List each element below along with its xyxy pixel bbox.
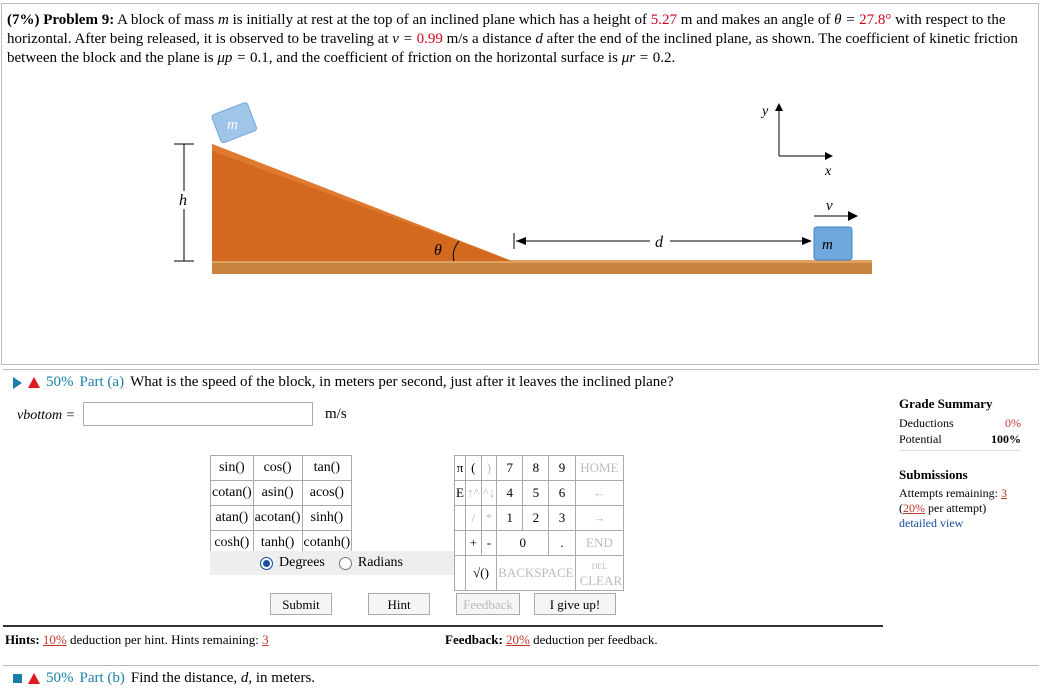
function-keys (210, 455, 352, 556)
key-acos[interactable]: acos() (302, 481, 352, 506)
key-acotan[interactable]: acotan() (253, 506, 302, 531)
key-pi[interactable]: π (455, 456, 466, 481)
key-6[interactable]: 6 (549, 481, 575, 506)
problem-text-3: and makes an angle of (696, 12, 831, 28)
hints-label: Hints: (5, 632, 40, 647)
key-backspace[interactable]: BACKSPACE (497, 556, 575, 591)
deductions-value: 0% (1005, 416, 1021, 430)
key-open-paren[interactable]: ( (465, 456, 481, 481)
key-right-arrow[interactable]: → (575, 506, 624, 531)
problem-statement (7, 11, 1037, 68)
key-sinh[interactable]: sinh() (302, 506, 352, 531)
velocity-label: v (826, 198, 833, 214)
key-slash[interactable]: / (465, 506, 481, 531)
deductions-label: Deductions (899, 416, 954, 430)
part-a-question: What is the speed of the block, in meters per second, just after it leaves the inclined plane? (130, 374, 674, 390)
hints-remaining: 3 (262, 632, 269, 647)
attempts-label: Attempts remaining: (899, 486, 998, 500)
theta-symbol: θ = (834, 12, 856, 28)
key-e[interactable]: E (455, 481, 466, 506)
key-end[interactable]: END (575, 531, 624, 556)
height-value: 5.27 (650, 12, 678, 28)
degrees-label: Degrees (279, 555, 325, 570)
attempts-info: Attempts remaining: 3 (20% per attempt) detailed view (899, 486, 1007, 530)
top-block-label: m (227, 117, 238, 133)
key-down[interactable]: ^↓ (481, 481, 497, 506)
d-label: d (655, 234, 663, 251)
key-9[interactable]: 9 (549, 456, 575, 481)
problem-panel (1, 3, 1039, 365)
speed-value: 0.99 (416, 31, 443, 47)
distance-symbol: d (535, 31, 543, 47)
key-cos[interactable]: cos() (253, 456, 302, 481)
grade-summary (899, 396, 1021, 531)
theta-label: θ (434, 242, 442, 259)
problem-text-1: A block of mass (117, 12, 215, 28)
answer-label: vbottom = (17, 408, 76, 423)
expand-triangle-icon[interactable] (13, 377, 22, 389)
x-axis-arrow (825, 152, 833, 160)
key-tan[interactable]: tan() (302, 456, 352, 481)
feedback-info (445, 632, 658, 648)
mu-r-symbol: μr = (621, 50, 649, 66)
part-b-percent: 50% (46, 670, 74, 686)
x-axis-label: x (825, 164, 832, 179)
height-unit: m (680, 12, 693, 28)
key-home[interactable]: HOME (575, 456, 624, 481)
key-1[interactable]: 1 (497, 506, 523, 531)
give-up-button[interactable]: I give up! (534, 593, 616, 615)
hints-text: deduction per hint. Hints remaining: (70, 632, 259, 647)
angle-value: 27.8° (859, 12, 892, 28)
potential-value: 100% (991, 432, 1021, 446)
hint-button[interactable]: Hint (368, 593, 430, 615)
answer-unit: m/s (325, 406, 347, 422)
key-sin[interactable]: sin() (211, 456, 254, 481)
grade-title: Grade Summary (899, 396, 993, 411)
angle-mode-row (210, 551, 454, 575)
key-cotan[interactable]: cotan() (211, 481, 254, 506)
part-b-d: d (240, 670, 249, 686)
key-0[interactable]: 0 (497, 531, 549, 556)
part-a-label: Part (a) (79, 374, 125, 390)
key-cotanh[interactable]: cotanh() (302, 531, 352, 556)
part-a-percent: 50% (46, 374, 74, 390)
mu-p-symbol: μp = (217, 50, 247, 66)
velocity-arrow-head (848, 211, 858, 221)
d-arrow-left (516, 237, 526, 245)
detailed-view-link[interactable]: detailed view (899, 516, 964, 530)
problem-text-6: after the end of the inclined plane, as shown. The coefficient of kinetic friction between the block and the plane is (7, 31, 1018, 66)
problem-text-2: is initially at rest at the top of an inclined plane which has a height of (232, 12, 648, 28)
per-attempt-text: per attempt) (928, 501, 987, 515)
feedback-label: Feedback: (445, 632, 503, 647)
key-sqrt[interactable]: √() (465, 556, 496, 591)
incline-diagram (162, 99, 892, 289)
key-clear[interactable]: CLEAR (579, 573, 623, 588)
key-3[interactable]: 3 (549, 506, 575, 531)
feedback-text: deduction per feedback. (533, 632, 658, 647)
key-blank-1 (455, 506, 466, 531)
key-left-arrow[interactable]: ← (575, 481, 624, 506)
per-attempt-pct: 20% (903, 501, 925, 515)
part-b-header[interactable] (3, 665, 1039, 692)
warning-icon-b (28, 673, 40, 684)
problem-header: (7%) Problem 9: (7, 12, 115, 28)
mu-r-value: 0.2. (652, 50, 676, 66)
submit-button[interactable]: Submit (270, 593, 332, 615)
mu-p-value: 0.1 (250, 50, 269, 66)
collapse-square-icon[interactable] (13, 674, 22, 683)
problem-text-7: , and the coefficient of friction on the horizontal surface is (268, 50, 618, 66)
key-asin[interactable]: asin() (253, 481, 302, 506)
radians-label: Radians (357, 555, 403, 570)
attempts-value: 3 (1000, 486, 1007, 500)
problem-text-4: with respect to the horizontal. After being released, it is observed to be traveling at (7, 12, 1006, 47)
part-b-question-end: , in meters. (248, 670, 316, 686)
key-minus[interactable]: - (481, 531, 497, 556)
key-cosh[interactable]: cosh() (211, 531, 254, 556)
mass-symbol: m (217, 12, 229, 28)
radians-radio[interactable] (339, 557, 352, 570)
hints-deduction: 10% (42, 632, 67, 647)
key-atan[interactable]: atan() (211, 506, 254, 531)
key-clear-group (575, 556, 624, 591)
numeric-keys (454, 455, 624, 591)
height-label: h (179, 192, 187, 209)
problem-text-5: a distance (472, 31, 532, 47)
part-b-label: Part (b) (79, 670, 125, 686)
submissions-title: Submissions (899, 467, 968, 482)
key-7[interactable]: 7 (497, 456, 523, 481)
answer-input[interactable] (83, 402, 313, 426)
y-axis-arrow (775, 103, 783, 111)
floor-surface (212, 262, 872, 274)
key-2[interactable]: 2 (523, 506, 549, 531)
key-4[interactable]: 4 (497, 481, 523, 506)
key-8[interactable]: 8 (523, 456, 549, 481)
part-a-header[interactable] (3, 369, 1039, 398)
degrees-radio[interactable] (260, 557, 273, 570)
speed-unit: m/s (446, 31, 469, 47)
key-close-paren[interactable]: ) (481, 456, 497, 481)
d-arrow-right (802, 237, 812, 245)
y-axis-label: y (762, 104, 769, 119)
potential-label: Potential (899, 432, 942, 446)
key-5[interactable]: 5 (523, 481, 549, 506)
speed-symbol: v = (392, 31, 413, 47)
key-blank-3 (455, 556, 466, 591)
key-tanh[interactable]: tanh() (253, 531, 302, 556)
part-b-question: Find the distance, (130, 670, 238, 686)
warning-icon (28, 377, 40, 388)
hints-feedback-bar (3, 625, 883, 657)
key-blank-2 (455, 531, 466, 556)
bottom-block-label: m (822, 237, 833, 253)
bottom-block (814, 227, 852, 260)
key-decimal[interactable]: . (549, 531, 575, 556)
key-multiply[interactable]: * (481, 506, 497, 531)
feedback-button[interactable]: Feedback (456, 593, 520, 615)
key-del[interactable]: DEL (591, 562, 608, 571)
hints-info (5, 632, 269, 648)
feedback-deduction: 20% (506, 632, 530, 647)
key-up[interactable]: ↑^ (465, 481, 481, 506)
key-plus[interactable]: + (465, 531, 481, 556)
